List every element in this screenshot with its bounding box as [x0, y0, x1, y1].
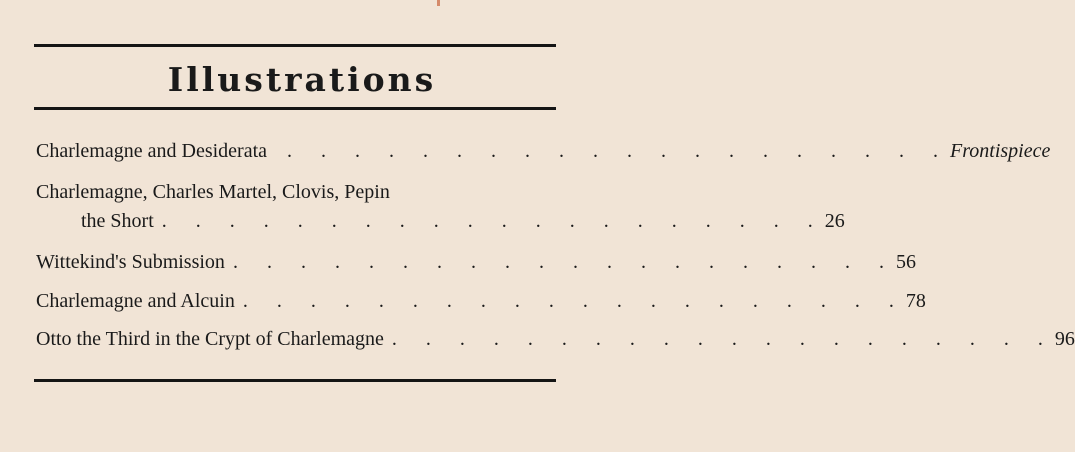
entry-title: Charlemagne and Alcuin: [36, 290, 235, 312]
list-item: [36, 328, 1075, 351]
entry-page: 78: [905, 290, 926, 312]
top-rule: [34, 44, 556, 47]
entry-page: Frontispiece: [950, 140, 1051, 162]
page-title: Illustrations: [167, 60, 437, 99]
entry-page: 96: [1054, 328, 1075, 350]
leader-dots: . . . . . . . . . . . . . . . . . . . .: [232, 251, 896, 273]
entry-title: Charlemagne and Desiderata: [36, 140, 268, 162]
leader-dots: . . . . . . . . . . . . . . . . . . . .: [161, 210, 825, 232]
title-rule: [34, 107, 556, 110]
leader-dots: . . . . . . . . . . . . . . . . . . . .: [242, 290, 906, 312]
entry-title: Charlemagne, Charles Martel, Clovis, Pepin: [36, 181, 390, 203]
paper-stain: [437, 0, 440, 6]
list-item: [36, 290, 926, 313]
entry-title: Otto the Third in the Crypt of Charlemagne: [36, 328, 384, 350]
bottom-rule: [34, 379, 556, 382]
list-item: [36, 251, 916, 274]
list-item: [36, 140, 1051, 163]
entry-title: the Short: [81, 210, 154, 232]
list-item-continued: [81, 210, 845, 233]
entry-page: 56: [895, 251, 916, 273]
entry-page: 26: [824, 210, 845, 232]
entry-title: Wittekind's Submission: [36, 251, 225, 273]
leader-dots: . . . . . . . . . . . . . . . . . . . .: [391, 328, 1055, 350]
list-item: [36, 181, 556, 204]
leader-dots: . . . . . . . . . . . . . . . . . . . .: [287, 140, 951, 162]
